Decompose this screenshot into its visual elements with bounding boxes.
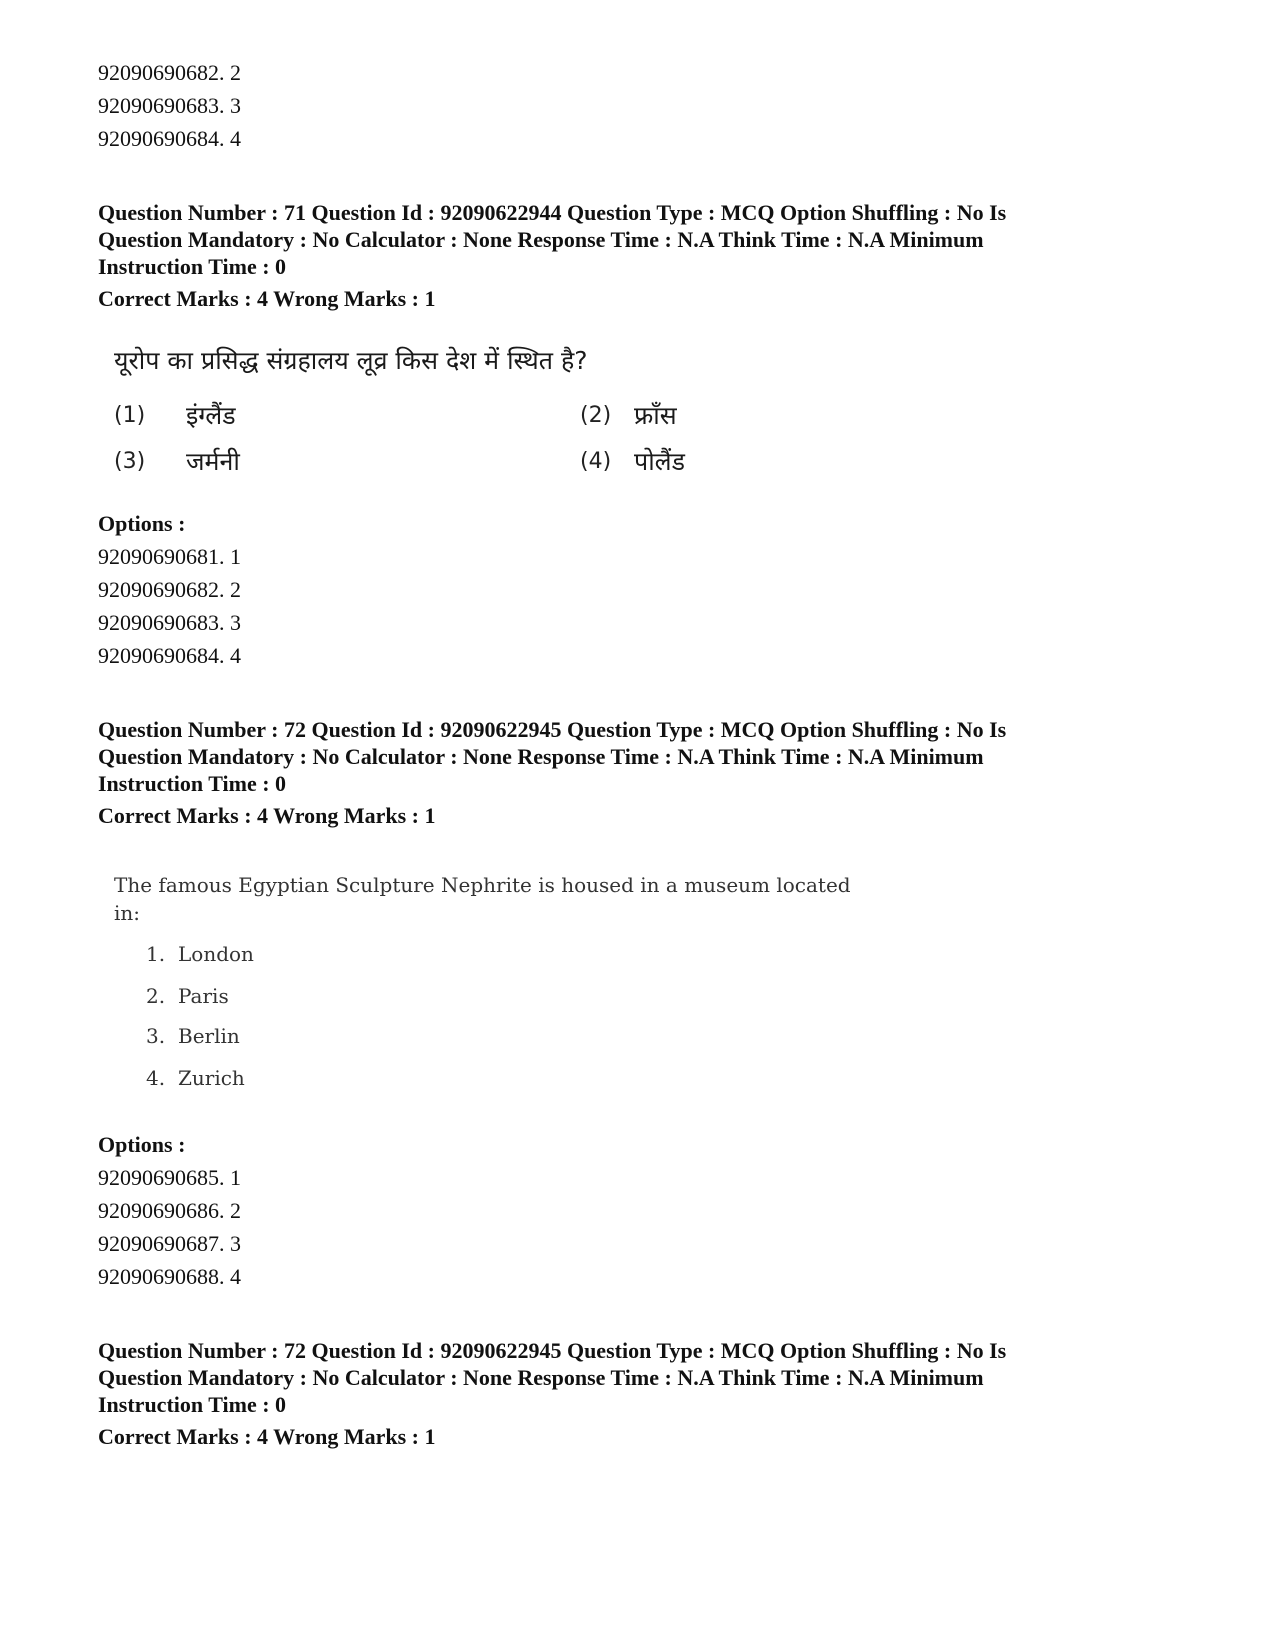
- header-line: Instruction Time : 0: [98, 1392, 287, 1417]
- marks-line: Correct Marks : 4 Wrong Marks : 1: [98, 803, 436, 828]
- option-line: 92090690686. 2: [98, 1198, 241, 1223]
- choice-text: Paris: [178, 984, 229, 1008]
- question-text: यूरोप का प्रसिद्ध संग्रहालय लूव्र किस देश में स्थित है?: [114, 346, 588, 375]
- question-header-72-repeat: [98, 1337, 1158, 1418]
- choice-text: Zurich: [178, 1066, 245, 1090]
- option-line: 92090690687. 3: [98, 1231, 241, 1256]
- header-line: Question Number : 72 Question Id : 92090622945 Question Type : MCQ Option Shuffling : No Is: [98, 717, 1007, 742]
- choice-text: इंग्लैंड: [186, 401, 236, 430]
- choice: [146, 1024, 240, 1048]
- choice: [146, 1066, 245, 1090]
- options-label: Options :: [98, 1132, 186, 1157]
- header-line: Question Number : 72 Question Id : 92090622945 Question Type : MCQ Option Shuffling : No Is: [98, 1338, 1007, 1363]
- choice-number: (4): [580, 449, 612, 474]
- marks-line: Correct Marks : 4 Wrong Marks : 1: [98, 1424, 436, 1449]
- question-text-line: in:: [114, 901, 141, 925]
- header-line: Instruction Time : 0: [98, 254, 287, 279]
- option-line: 92090690685. 1: [98, 1165, 241, 1190]
- option-line: 92090690683. 3: [98, 93, 241, 118]
- choice-number: (1): [114, 403, 146, 428]
- choice-text: पोलैंड: [634, 447, 686, 476]
- header-line: Question Mandatory : No Calculator : None Response Time : N.A Think Time : N.A Minimum: [98, 227, 984, 252]
- option-line: 92090690682. 2: [98, 577, 241, 602]
- header-line: Instruction Time : 0: [98, 771, 287, 796]
- marks-line: Correct Marks : 4 Wrong Marks : 1: [98, 286, 436, 311]
- question-text: [114, 871, 851, 927]
- choice-text: Berlin: [178, 1024, 240, 1048]
- choice-text: फ्राँस: [634, 401, 677, 430]
- option-line: 92090690688. 4: [98, 1264, 241, 1289]
- header-line: Question Number : 71 Question Id : 92090622944 Question Type : MCQ Option Shuffling : No Is: [98, 200, 1007, 225]
- question-header-72: [98, 716, 1158, 797]
- options-label: Options :: [98, 511, 186, 536]
- choice-number: (3): [114, 449, 146, 474]
- option-line: 92090690681. 1: [98, 544, 241, 569]
- option-line: 92090690684. 4: [98, 126, 241, 151]
- choice-text: London: [178, 942, 254, 966]
- choice-number: 3.: [146, 1024, 166, 1048]
- option-line: 92090690682. 2: [98, 60, 241, 85]
- question-text-line: The famous Egyptian Sculpture Nephrite is housed in a museum located: [114, 873, 851, 897]
- choice-number: 4.: [146, 1066, 166, 1090]
- choice-number: 2.: [146, 984, 166, 1008]
- choice-number: (2): [580, 403, 612, 428]
- choice-number: 1.: [146, 942, 166, 966]
- option-line: 92090690683. 3: [98, 610, 241, 635]
- choice-text: जर्मनी: [186, 447, 240, 476]
- option-line: 92090690684. 4: [98, 643, 241, 668]
- header-line: Question Mandatory : No Calculator : None Response Time : N.A Think Time : N.A Minimum: [98, 1365, 984, 1390]
- question-header-71: [98, 199, 1158, 280]
- header-line: Question Mandatory : No Calculator : None Response Time : N.A Think Time : N.A Minimum: [98, 744, 984, 769]
- choice: [146, 942, 254, 966]
- choice: [146, 984, 229, 1008]
